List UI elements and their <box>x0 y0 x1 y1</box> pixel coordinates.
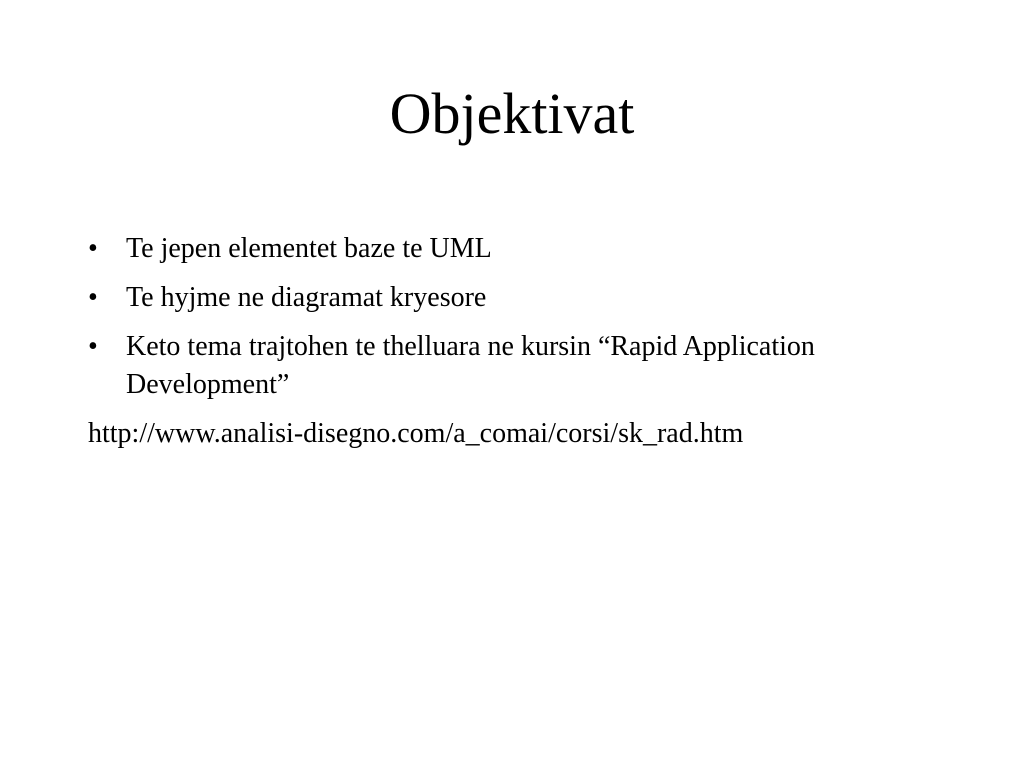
list-item <box>88 328 948 404</box>
bullet-marker: • <box>88 331 98 362</box>
bullet-list <box>88 230 948 404</box>
bullet-text: Te hyjme ne diagramat kryesore <box>126 282 487 313</box>
list-item <box>88 230 948 268</box>
list-item <box>88 279 948 317</box>
bullet-marker: • <box>88 282 98 313</box>
bullet-marker: • <box>88 233 98 264</box>
reference-link[interactable]: http://www.analisi-disegno.com/a_comai/corsi/sk_rad.htm <box>88 418 744 449</box>
slide-content <box>88 230 948 453</box>
bullet-text: Te jepen elementet baze te UML <box>126 233 492 264</box>
bullet-text: Keto tema trajtohen te thelluara ne kursin “Rapid Application Development” <box>126 331 815 400</box>
slide-title: Objektivat <box>389 81 635 146</box>
